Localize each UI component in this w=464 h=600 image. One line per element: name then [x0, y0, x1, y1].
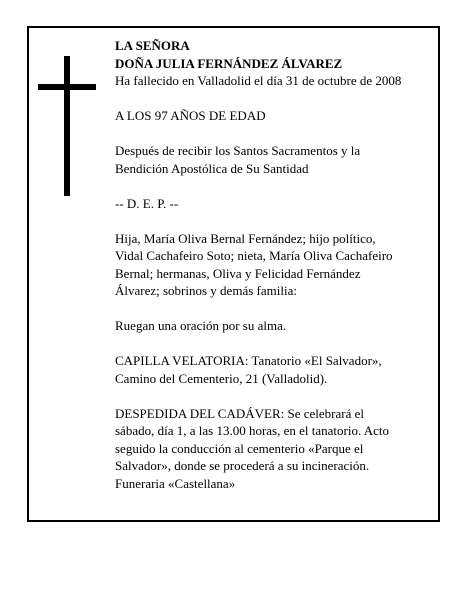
rip-line: -- D. E. P. --	[115, 195, 179, 211]
family-line: Hija, María Oliva Bernal Fernández; hijo político,	[115, 230, 376, 246]
chapel-line: CAPILLA VELATORIA: Tanatorio «El Salvador»,	[115, 353, 382, 368]
cross-icon	[64, 56, 70, 196]
farewell-line: seguido la conducción al cementerio «Parque el	[115, 440, 364, 456]
prayer-line: Ruegan una oración por su alma.	[115, 318, 287, 333]
funeral-home-line: Funeraria «Castellana»	[115, 475, 236, 491]
family-line: Álvarez; sobrinos y demás familia:	[115, 283, 297, 298]
sacraments-line: Después de recibir los Santos Sacramentos y la	[115, 143, 361, 158]
farewell-line: sábado, día 1, a las 13.00 horas, en el tanatorio. Acto	[115, 423, 390, 438]
chapel-line: Camino del Cementerio, 21 (Valladolid).	[115, 370, 328, 386]
farewell-line: Salvador», donde se procederá a su incineración.	[115, 458, 370, 473]
death-notice: Ha fallecido en Valladolid el día 31 de octubre de 2008	[115, 73, 402, 88]
family-line: Bernal; hermanas, Oliva y Felicidad Fernández	[115, 265, 361, 281]
obituary-text	[115, 37, 425, 492]
sacraments-line: Bendición Apostólica de Su Santidad	[115, 160, 309, 176]
obituary-title: LA SEÑORA	[115, 38, 190, 53]
farewell-line: DESPEDIDA DEL CADÁVER: Se celebrará el	[115, 405, 364, 421]
deceased-name: DOÑA JULIA FERNÁNDEZ ÁLVAREZ	[115, 55, 343, 71]
family-line: Vidal Cachafeiro Soto; nieta, María Oliva Cachafeiro	[115, 248, 393, 263]
age-line: A LOS 97 AÑOS DE EDAD	[115, 108, 266, 123]
cross-icon-crossbar	[38, 84, 96, 90]
